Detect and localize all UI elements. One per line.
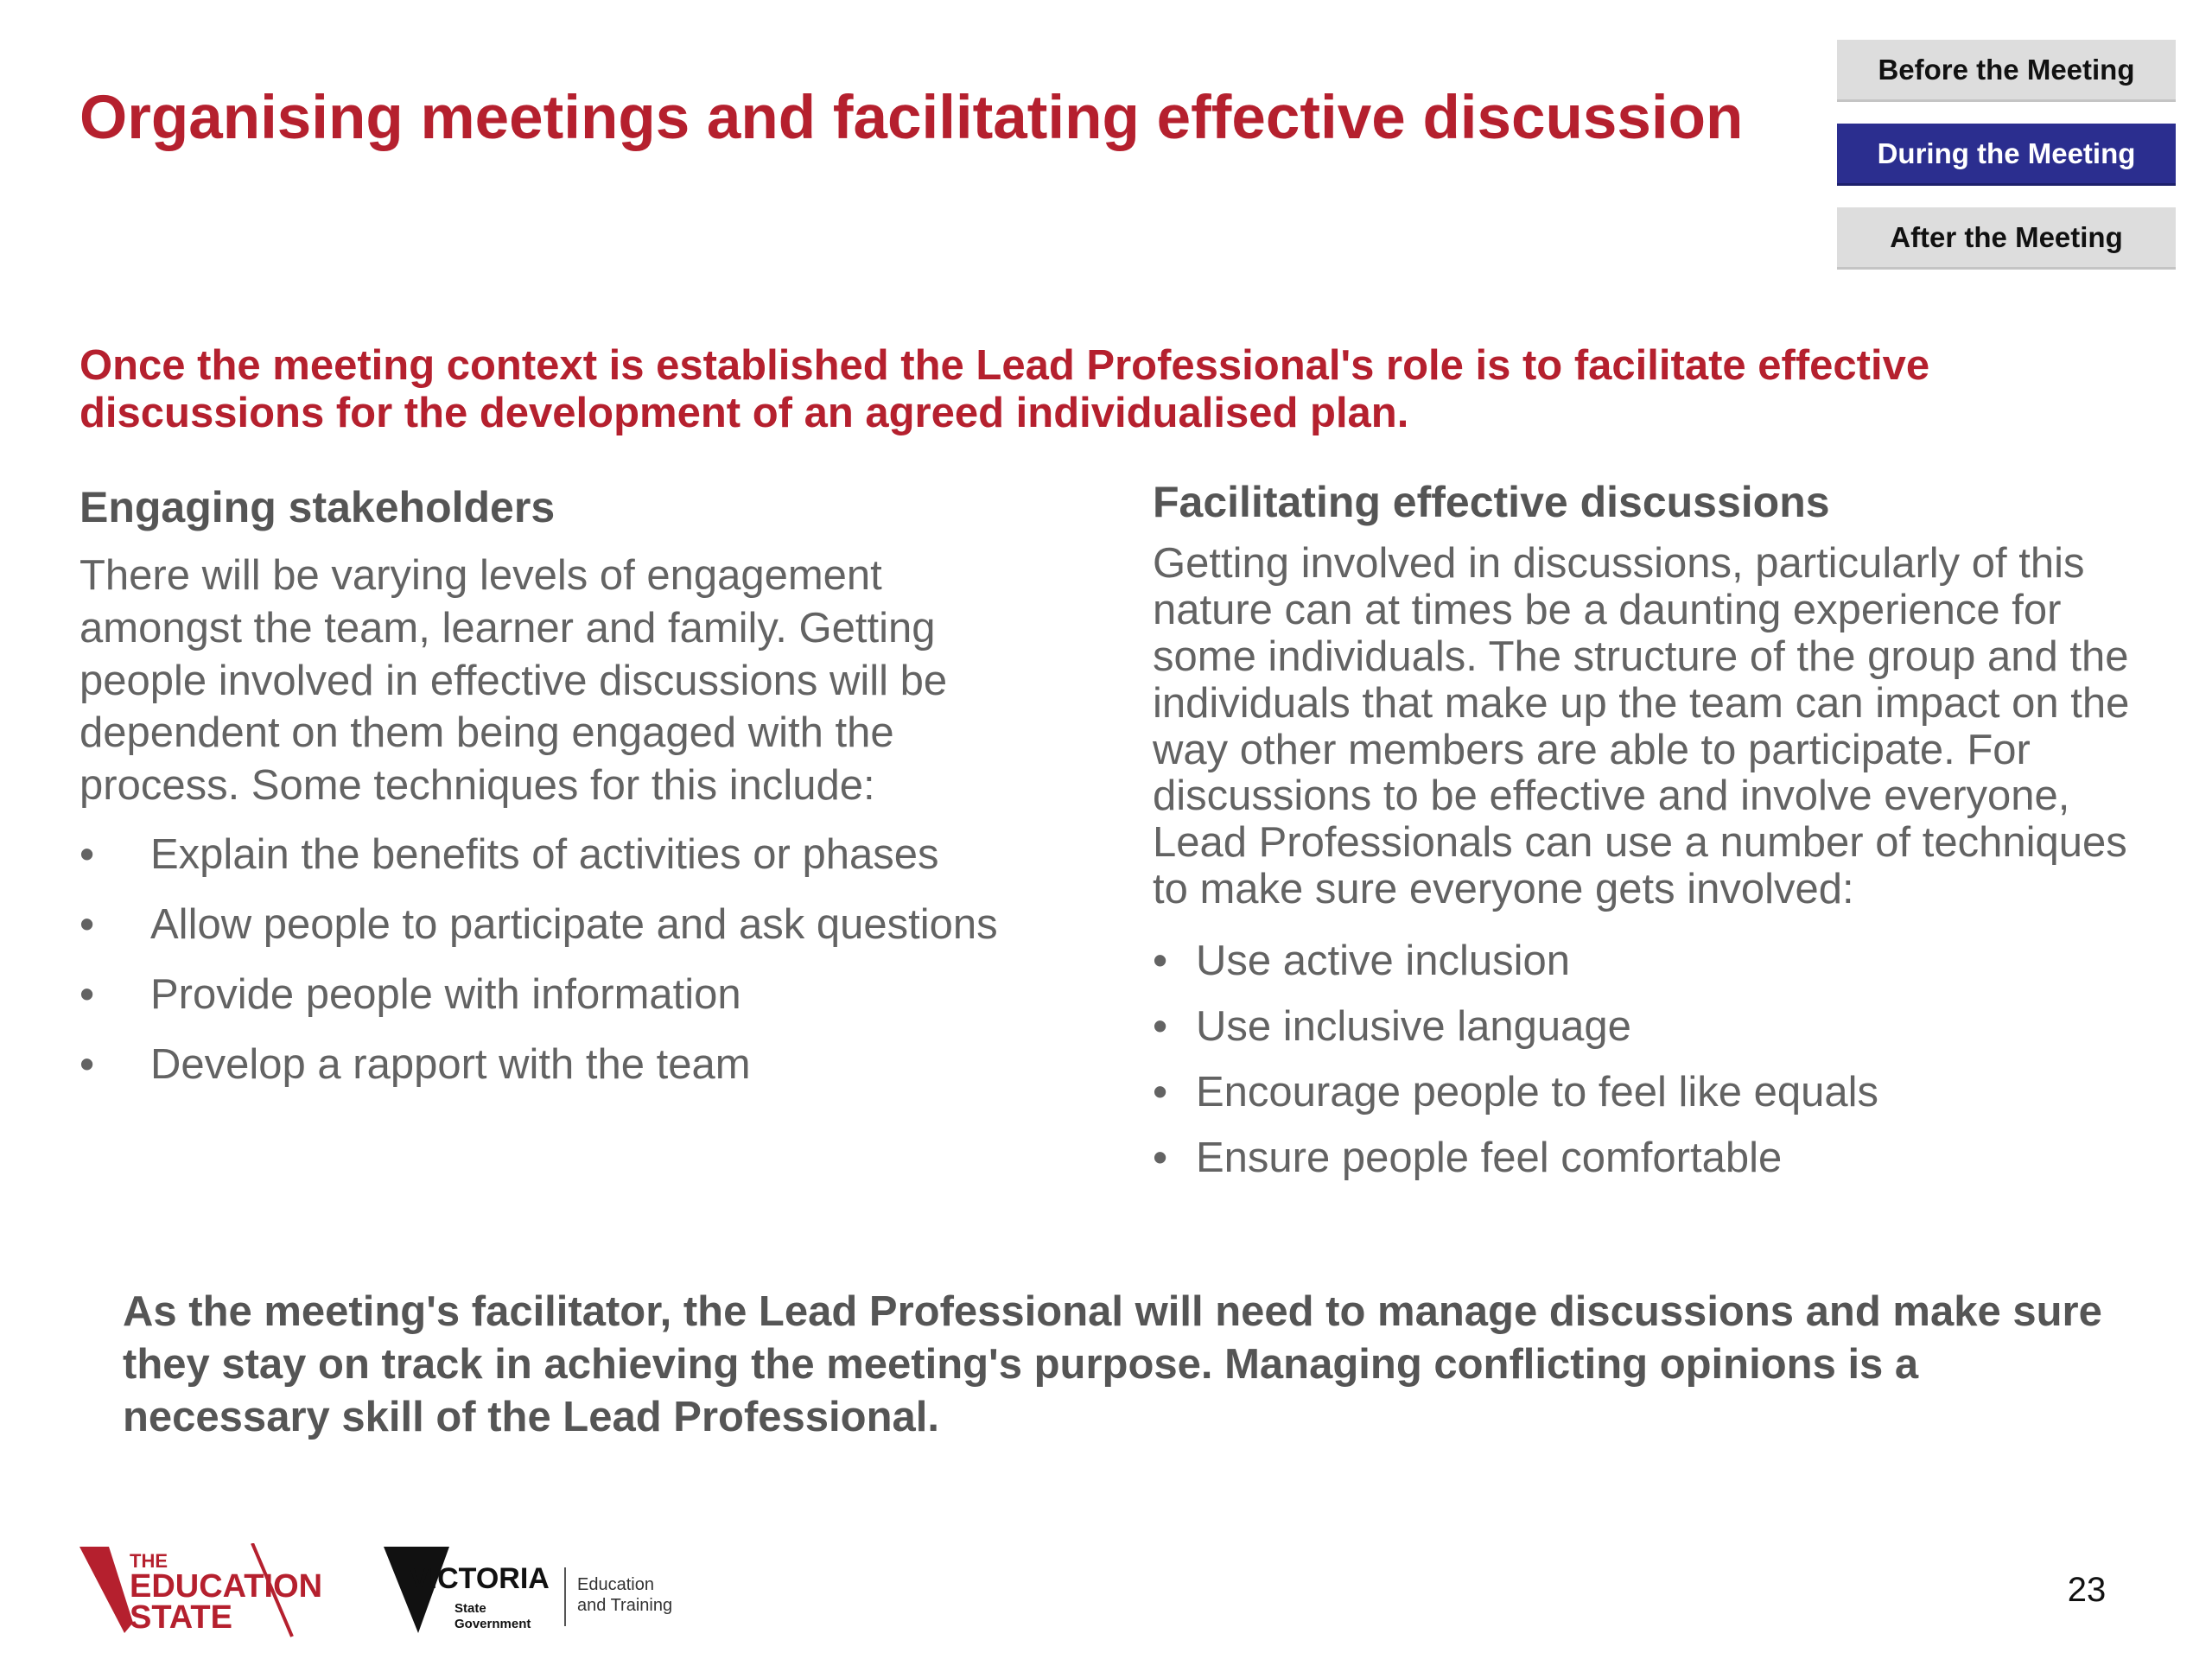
bullet-icon: • — [79, 831, 95, 878]
list-item: • Develop a rapport with the team — [79, 1041, 751, 1088]
list-item: • Explain the benefits of activities or phases — [79, 831, 939, 878]
after-meeting-button[interactable]: After the Meeting — [1837, 207, 2176, 270]
svg-text:and Training: and Training — [577, 1596, 673, 1615]
list-item: • Use active inclusion — [1153, 938, 1571, 984]
facilitating-discussions-body: Getting involved in discussions, particularly of this nature can at times be a daunting experience for some individuals. The structure of the group and the individuals that make up the team can impact on the way other members are able to participate. For discussions to be effective and involve everyone, Lead Professionals can use a number of techniques to make sure everyone gets involved: — [1153, 540, 2130, 913]
svg-text:VICTORIA: VICTORIA — [410, 1562, 550, 1595]
svg-text:Education: Education — [577, 1575, 654, 1594]
list-item: • Encourage people to feel like equals — [1153, 1069, 1879, 1116]
bullet-icon: • — [79, 901, 95, 948]
before-meeting-button[interactable]: Before the Meeting — [1837, 40, 2176, 102]
bullet-icon: • — [79, 971, 95, 1018]
facilitating-discussions-heading: Facilitating effective discussions — [1153, 478, 1830, 526]
bullet-icon: • — [1153, 1069, 1168, 1116]
list-item: • Use inclusive language — [1153, 1003, 1631, 1050]
page-number: 23 — [2067, 1571, 2107, 1609]
engaging-stakeholders-heading: Engaging stakeholders — [79, 483, 556, 531]
page-title: Organising meetings and facilitating effective discussion — [79, 84, 1744, 152]
list-item: • Allow people to participate and ask questions — [79, 901, 998, 948]
svg-text:Government: Government — [454, 1617, 531, 1631]
list-item: • Provide people with information — [79, 971, 741, 1018]
education-state-logo — [79, 1543, 349, 1638]
lead-statement: Once the meeting context is established the Lead Professional's role is to facilitate effective discussions for the development of an agreed individualised plan. — [79, 342, 1930, 436]
engaging-stakeholders-body: There will be varying levels of engagement amongst the team, learner and family. Getting people involved in effective discussions will be dependent on them being engaged with the process. Some techniques for this include: — [79, 552, 948, 809]
victoria-government-logo — [384, 1543, 695, 1638]
svg-text:STATE: STATE — [130, 1599, 232, 1636]
svg-text:State: State — [454, 1601, 486, 1616]
bullet-icon: • — [1153, 1003, 1168, 1050]
list-item: • Ensure people feel comfortable — [1153, 1135, 1783, 1181]
during-meeting-button[interactable]: During the Meeting — [1837, 124, 2176, 186]
engaging-stakeholders-list — [79, 830, 1116, 1110]
bullet-icon: • — [79, 1041, 95, 1088]
bullet-icon: • — [1153, 1135, 1168, 1181]
svg-text:THE: THE — [130, 1550, 168, 1572]
bullet-icon: • — [1153, 938, 1168, 984]
svg-text:EDUCATION: EDUCATION — [130, 1568, 323, 1605]
facilitating-discussions-list — [1153, 937, 2155, 1199]
closing-statement: As the meeting's facilitator, the Lead Professional will need to manage discussions and make sure they stay on track in achieving the meeting's purpose. Managing conflicting opinions is a necessary skill of the Lead Professional. — [123, 1288, 2102, 1440]
